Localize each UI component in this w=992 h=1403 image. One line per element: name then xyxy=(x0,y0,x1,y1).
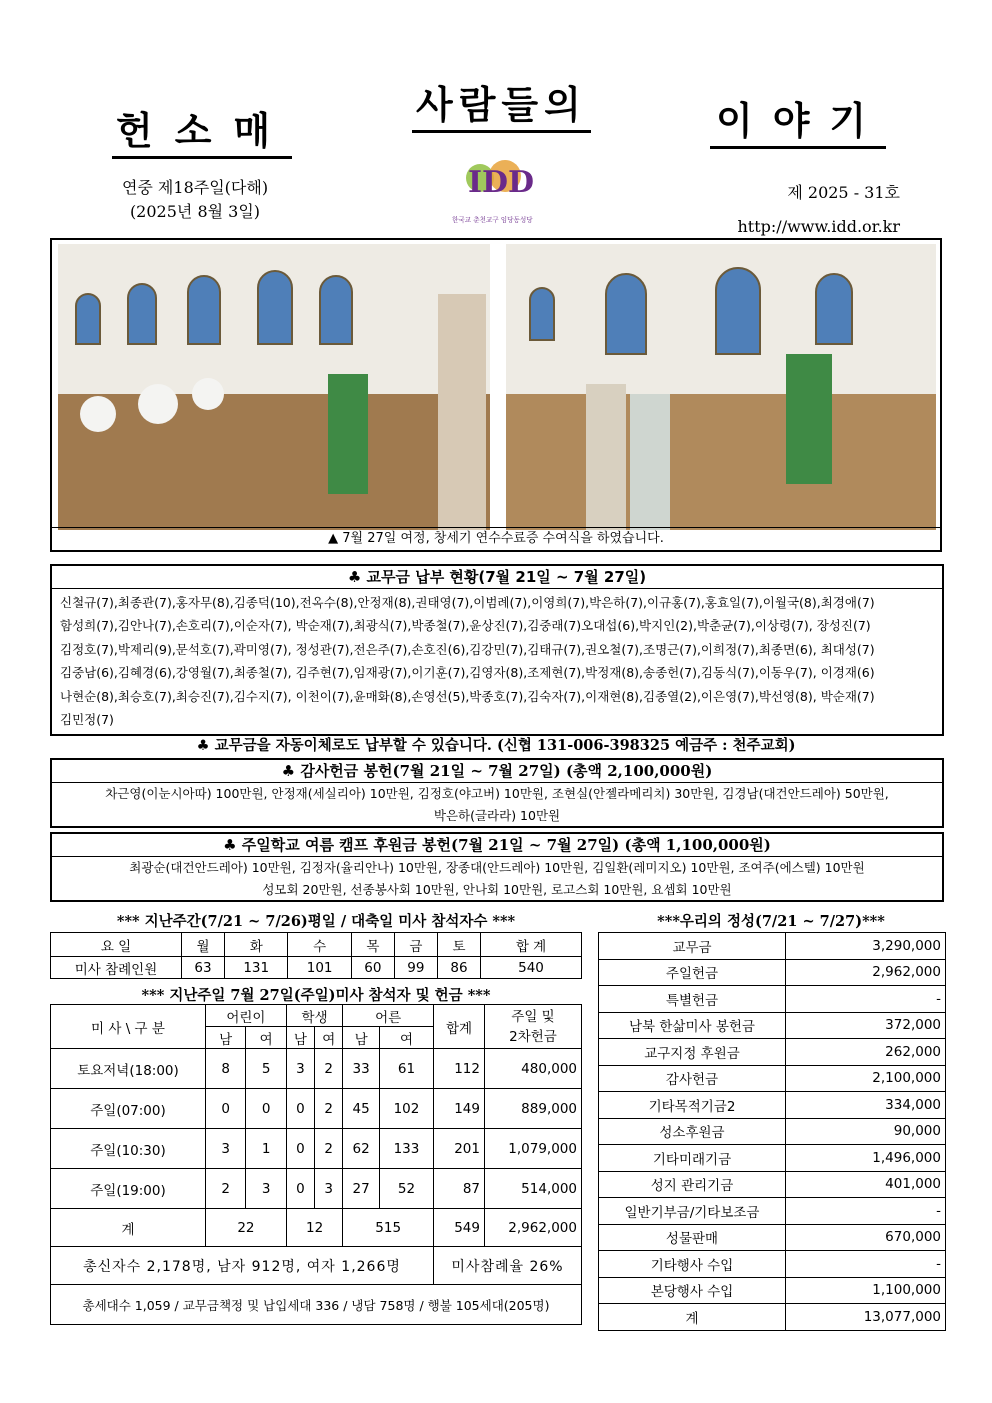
cell: 61 xyxy=(379,1049,433,1089)
cell: 5 xyxy=(246,1049,286,1089)
weekday-header-row xyxy=(51,933,582,957)
students-header: 학생 xyxy=(286,1005,343,1027)
mass-name: 토요저녁(18:00) xyxy=(51,1049,206,1089)
offering-value: 372,000 xyxy=(786,1012,946,1039)
mass-name: 주일(07:00) xyxy=(51,1089,206,1129)
mass-header: 미 사 \ 구 분 xyxy=(51,1005,206,1049)
row-total: 112 xyxy=(434,1049,485,1089)
thanks-title: ♣ 감사헌금 봉헌(7월 21일 ~ 7월 27일) (총액 2,100,000원) xyxy=(52,760,942,783)
cell: 133 xyxy=(379,1129,433,1169)
table-row xyxy=(51,1129,582,1169)
website-url[interactable]: http://www.idd.or.kr xyxy=(737,217,900,236)
row-offering: 514,000 xyxy=(485,1169,582,1209)
offering-label: 본당행사 수입 xyxy=(599,1277,786,1304)
photo-box xyxy=(50,238,942,552)
weekday-title: *** 지난주간(7/21 ~ 7/26)평일 / 대축일 미사 참석자수 *** xyxy=(116,913,516,930)
thanks-list xyxy=(52,783,942,827)
male-header: 남 xyxy=(343,1027,380,1049)
table-row xyxy=(51,1169,582,1209)
tithe-line: 김정호(7),박제리(9),문석호(7),곽미영(7), 정성관(7),전은주(7),손호진(6),김강민(7),김태규(7),권오철(7),조명근(7),이희정(7),최종면(6), 최대성(7) xyxy=(60,641,875,657)
offering-label: 남북 한삶미사 봉헌금 xyxy=(599,1012,786,1039)
weekday-row-label: 미사 참례인원 xyxy=(51,957,182,979)
weekday-value: 63 xyxy=(182,957,225,979)
female-header: 여 xyxy=(379,1027,433,1049)
cell: 27 xyxy=(343,1169,380,1209)
attendance-rate: 미사참례율 26% xyxy=(434,1247,582,1285)
liturgical-info xyxy=(95,176,295,224)
cell: 3 xyxy=(206,1129,246,1169)
offering-value: - xyxy=(786,1198,946,1225)
children-header: 어린이 xyxy=(206,1005,287,1027)
cell: 2 xyxy=(315,1049,343,1089)
parish-logo xyxy=(450,148,542,226)
row-total: 201 xyxy=(434,1129,485,1169)
tithe-names xyxy=(52,589,942,733)
offering-value: - xyxy=(786,986,946,1013)
weekday-header: 화 xyxy=(225,933,288,957)
title-left: 헌소매 xyxy=(112,108,292,159)
table-row xyxy=(51,1089,582,1129)
offering-label: 주일헌금 xyxy=(599,959,786,986)
offering-label: 성지 관리기금 xyxy=(599,1171,786,1198)
tithe-line: 함성희(7),김안나(7),손호리(7),이순자(7), 박순재(7),최광식(7),박종철(7),윤상진(7),김중래(7)오대섭(6),박지인(2),박춘균(7),이상령(7), 장성진(7) xyxy=(60,618,871,634)
offering-label: 기타행사 수입 xyxy=(599,1251,786,1278)
offering-label: 교무금 xyxy=(599,933,786,960)
cell: 0 xyxy=(246,1089,286,1129)
weekday-header: 수 xyxy=(288,933,351,957)
weekday-value: 101 xyxy=(288,957,351,979)
weekday-table xyxy=(50,932,582,979)
offering-value: 2,100,000 xyxy=(786,1065,946,1092)
publish-date: (2025년 8월 3일) xyxy=(129,202,261,221)
weekday-value: 131 xyxy=(225,957,288,979)
liturgical-week: 연중 제18주일(다해) xyxy=(121,178,269,197)
offering-value: 334,000 xyxy=(786,1092,946,1119)
sum-offering: 2,962,000 xyxy=(485,1209,582,1247)
cell: 3 xyxy=(315,1169,343,1209)
sum-row xyxy=(51,1209,582,1247)
offerings-sum-row xyxy=(599,1304,946,1331)
weekday-header: 토 xyxy=(437,933,480,957)
offering-value: 401,000 xyxy=(786,1171,946,1198)
offering-label: 특별헌금 xyxy=(599,986,786,1013)
tithe-title: ♣ 교무금 납부 현황(7월 21일 ~ 7월 27일) xyxy=(52,566,942,589)
thanks-line: 박은하(글라라) 10만원 xyxy=(433,808,561,823)
cell: 102 xyxy=(379,1089,433,1129)
table-row xyxy=(599,1039,946,1066)
cell: 52 xyxy=(379,1169,433,1209)
cell: 8 xyxy=(206,1049,246,1089)
sum-label: 계 xyxy=(51,1209,206,1247)
table-row xyxy=(599,1092,946,1119)
camp-list xyxy=(52,857,942,901)
offerings-title: ***우리의 정성(7/21 ~ 7/27)*** xyxy=(657,913,885,930)
female-header: 여 xyxy=(246,1027,286,1049)
table-row xyxy=(599,1171,946,1198)
table-row xyxy=(599,1012,946,1039)
issue-info xyxy=(690,176,900,244)
camp-box xyxy=(50,832,944,902)
issue-number: 제 2025 - 31호 xyxy=(787,183,900,202)
mass-name: 주일(10:30) xyxy=(51,1129,206,1169)
table-row xyxy=(599,1118,946,1145)
table-row xyxy=(599,1145,946,1172)
camp-line: 최광순(대건안드레아) 10만원, 김정자(율리안나) 10만원, 장종대(안드레아) 10만원, 김일환(레미지오) 10만원, 조여주(에스텔) 10만원 xyxy=(129,860,865,875)
title-center: 사람들의 xyxy=(412,82,591,133)
weekday-header: 금 xyxy=(394,933,437,957)
offering-label: 교구지정 후원금 xyxy=(599,1039,786,1066)
tithe-box xyxy=(50,564,944,736)
table-row xyxy=(599,1198,946,1225)
camp-line: 성모회 20만원, 선종봉사회 10만원, 안나회 10만원, 로고스회 10만원, 요셉회 10만원 xyxy=(262,882,732,897)
weekday-header: 월 xyxy=(182,933,225,957)
weekday-value: 99 xyxy=(394,957,437,979)
sum-students: 12 xyxy=(286,1209,343,1247)
believers-row xyxy=(51,1247,582,1285)
cell: 0 xyxy=(206,1089,246,1129)
photo-caption: ▲ 7월 27일 여정, 창세기 연수수료증 수여식을 하였습니다. xyxy=(52,527,940,550)
table-row xyxy=(599,959,946,986)
cell: 0 xyxy=(286,1129,314,1169)
total-header: 합계 xyxy=(434,1005,485,1049)
mass-name: 주일(19:00) xyxy=(51,1169,206,1209)
sunday-title: *** 지난주일 7월 27일(주일)미사 참석자 및 헌금 *** xyxy=(141,987,491,1004)
cell: 3 xyxy=(246,1169,286,1209)
photo-left xyxy=(58,244,490,530)
offering-label: 계 xyxy=(599,1304,786,1331)
table-row xyxy=(599,1251,946,1278)
weekday-header: 요 일 xyxy=(51,933,182,957)
believers-count: 총신자수 2,178명, 남자 912명, 여자 1,266명 xyxy=(51,1247,434,1285)
tithe-line: 김중남(6),김혜경(6),강영월(7),최종철(7), 김주현(7),임재광(7),이기훈(7),김영자(8),조제현(7),박정재(8),송종헌(7),김동식(7),이동우(7), 이경재(6) xyxy=(60,665,875,681)
weekday-value: 540 xyxy=(481,957,582,979)
cell: 0 xyxy=(286,1169,314,1209)
offering-label: 기타목적기금2 xyxy=(599,1092,786,1119)
offerings-table xyxy=(598,932,946,1331)
cell: 0 xyxy=(286,1089,314,1129)
auto-transfer-notice: ♣ 교무금을 자동이체로도 납부할 수 있습니다. (신협 131-006-398325 예금주 : 천주교회) xyxy=(196,737,796,754)
sum-children: 22 xyxy=(206,1209,287,1247)
cell: 2 xyxy=(315,1089,343,1129)
title-right: 이야기 xyxy=(710,98,886,149)
offering-label: 성물판매 xyxy=(599,1224,786,1251)
weekday-values-row xyxy=(51,957,582,979)
adults-header: 어른 xyxy=(343,1005,434,1027)
weekday-value: 86 xyxy=(437,957,480,979)
sum-total: 549 xyxy=(434,1209,485,1247)
weekday-header: 목 xyxy=(351,933,394,957)
photo-right xyxy=(506,244,936,530)
cell: 62 xyxy=(343,1129,380,1169)
offering-value: 13,077,000 xyxy=(786,1304,946,1331)
weekday-header: 합 계 xyxy=(481,933,582,957)
households-row xyxy=(51,1285,582,1325)
cell: 2 xyxy=(315,1129,343,1169)
tithe-line: 신철규(7),최종관(7),홍자무(8),김종덕(10),전옥수(8),안정재(8),권태영(7),이범례(7),이영희(7),박은하(7),이규홍(7),홍효일(7),이월국(8),최경애(7) xyxy=(60,595,875,610)
logo-mark: IDD xyxy=(468,165,535,200)
table-row xyxy=(51,1049,582,1089)
table-row xyxy=(599,1277,946,1304)
row-offering: 480,000 xyxy=(485,1049,582,1089)
row-total: 149 xyxy=(434,1089,485,1129)
row-offering: 889,000 xyxy=(485,1089,582,1129)
offering-value: 2,962,000 xyxy=(786,959,946,986)
offering-header: 주일 및 2차헌금 xyxy=(485,1005,582,1049)
logo-text: 한국교 춘천교구 임당동성당 xyxy=(452,216,533,224)
table-row xyxy=(599,986,946,1013)
offering-label: 기타미래기금 xyxy=(599,1145,786,1172)
table-row xyxy=(599,1224,946,1251)
sunday-header-row xyxy=(51,1005,582,1027)
offering-value: 262,000 xyxy=(786,1039,946,1066)
offering-label: 일반기부금/기타보조금 xyxy=(599,1198,786,1225)
thanks-box xyxy=(50,758,944,828)
thanks-line: 차근영(이눈시아따) 100만원, 안정재(세실리아) 10만원, 김정호(야고버) 10만원, 조현실(안젤라메리치) 30만원, 김경남(대건안드레아) 50만원, xyxy=(105,786,889,801)
offering-value: 1,496,000 xyxy=(786,1145,946,1172)
sunday-table xyxy=(50,1004,582,1325)
male-header: 남 xyxy=(286,1027,314,1049)
weekday-value: 60 xyxy=(351,957,394,979)
offering-label: 성소후원금 xyxy=(599,1118,786,1145)
offering-label: 감사헌금 xyxy=(599,1065,786,1092)
table-row xyxy=(599,933,946,960)
cell: 3 xyxy=(286,1049,314,1089)
cell: 33 xyxy=(343,1049,380,1089)
camp-title: ♣ 주일학교 여름 캠프 후원금 봉헌(7월 21일 ~ 7월 27일) (총액 1,100,000원) xyxy=(52,834,942,857)
female-header: 여 xyxy=(315,1027,343,1049)
row-offering: 1,079,000 xyxy=(485,1129,582,1169)
offering-value: 1,100,000 xyxy=(786,1277,946,1304)
offering-value: 670,000 xyxy=(786,1224,946,1251)
male-header: 남 xyxy=(206,1027,246,1049)
tithe-line: 김민정(7) xyxy=(60,712,114,728)
offering-value: 3,290,000 xyxy=(786,933,946,960)
table-row xyxy=(599,1065,946,1092)
offering-value: - xyxy=(786,1251,946,1278)
offering-value: 90,000 xyxy=(786,1118,946,1145)
households-info: 총세대수 1,059 / 교무금책정 및 납입세대 336 / 냉담 758명 / 행불 105세대(205명) xyxy=(51,1285,582,1325)
sum-adults: 515 xyxy=(343,1209,434,1247)
cell: 2 xyxy=(206,1169,246,1209)
cell: 1 xyxy=(246,1129,286,1169)
tithe-line: 나현순(8),최승호(7),최승진(7),김수지(7), 이천이(7),윤매화(8),손영선(5),박종호(7),김숙자(7),이재현(8),김종열(2),이은영(7),박선영(8), 박순재(7) xyxy=(60,688,875,704)
cell: 45 xyxy=(343,1089,380,1129)
row-total: 87 xyxy=(434,1169,485,1209)
